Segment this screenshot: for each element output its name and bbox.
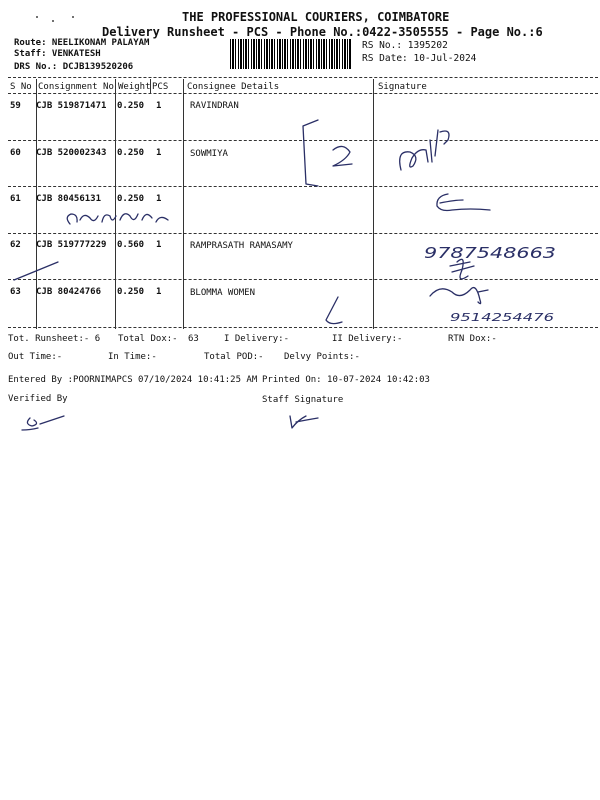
signature-row-63	[430, 288, 488, 304]
signature-row-60	[400, 130, 449, 170]
row-sno: 62	[10, 240, 21, 250]
row-consignee: RAVINDRAN	[190, 101, 239, 111]
out-time: Out Time:-	[8, 352, 63, 362]
total-pod: Total POD:-	[204, 352, 264, 362]
drs-number: DRS No.: DCJB139520206	[14, 62, 134, 72]
staff-signature-label: Staff Signature	[262, 395, 344, 405]
row-consignee: SOWMIYA	[190, 149, 228, 159]
verified-by-label: Verified By	[8, 394, 68, 404]
runsheet-title: Delivery Runsheet - PCS - Phone No.:0422-3505555 - Page No.:6	[102, 25, 543, 39]
phone-row-63: 9514254476	[450, 311, 554, 324]
route-label: Route: NEELIKONAM PALAYAM	[14, 38, 150, 48]
col-header-sno: S No	[10, 82, 32, 92]
row-sno: 63	[10, 287, 21, 297]
company-title: THE PROFESSIONAL COURIERS, COIMBATORE	[182, 10, 450, 24]
row-consignment: CJB 520002343	[36, 148, 107, 158]
i-delivery: I Delivery:-	[224, 334, 290, 344]
ii-delivery: II Delivery:-	[332, 334, 403, 344]
staff-label: Staff: VENKATESH	[14, 49, 101, 59]
rs-number: RS No.: 1395202	[362, 40, 448, 51]
row-pcs: 1	[156, 148, 162, 158]
rs-date: RS Date: 10-Jul-2024	[362, 53, 477, 64]
row-weight: 0.250	[117, 101, 145, 111]
total-dox-value: 63	[188, 334, 199, 344]
phone-row-62: 9787548663	[424, 244, 556, 262]
row-pcs: 1	[156, 194, 162, 204]
staff-signature	[290, 416, 318, 428]
row-consignee: RAMPRASATH RAMASAMY	[190, 241, 293, 251]
signature-row-62	[450, 259, 474, 279]
rtn-dox: RTN Dox:-	[448, 334, 497, 344]
handwritten-two	[333, 146, 352, 166]
in-time: In Time:-	[108, 352, 157, 362]
handwritten-name-row-61	[67, 214, 168, 224]
delvy-points: Delvy Points:-	[284, 352, 360, 362]
row-consignment: CJB 519777229	[36, 240, 107, 250]
row-consignment: CJB 519871471	[36, 101, 107, 111]
col-header-consignee: Consignee Details	[187, 82, 280, 92]
row-sno: 60	[10, 148, 21, 158]
col-header-pcs: PCS	[152, 82, 169, 92]
col-header-signature: Signature	[378, 82, 427, 92]
row-pcs: 1	[156, 240, 162, 250]
row-consignee: BLOMMA WOMEN	[190, 288, 256, 298]
entered-by: Entered By :POORNIMAPCS 07/10/2024 10:41:25 AM	[8, 375, 258, 385]
handwritten-bracket	[303, 120, 318, 186]
row-sno: 59	[10, 101, 21, 111]
row-weight: 0.560	[117, 240, 145, 250]
row-sno: 61	[10, 194, 21, 204]
tick-mark	[14, 262, 58, 280]
row-weight: 0.250	[117, 148, 145, 158]
row-weight: 0.250	[117, 287, 145, 297]
row-consignment: CJB 80456131	[36, 194, 102, 204]
col-header-consignment: Consignment No	[38, 82, 114, 92]
row-pcs: 1	[156, 287, 162, 297]
total-dox-label: Total Dox:-	[118, 334, 178, 344]
verified-signature	[22, 416, 64, 430]
row-pcs: 1	[156, 101, 162, 111]
col-header-weight: Weight	[118, 82, 151, 92]
signature-row-61	[437, 194, 490, 211]
row-weight: 0.250	[117, 194, 145, 204]
printed-on: Printed On: 10-07-2024 10:42:03	[262, 375, 430, 385]
handwritten-mark	[326, 297, 342, 324]
tot-runsheet: Tot. Runsheet:- 6	[8, 334, 101, 344]
row-consignment: CJB 80424766	[36, 287, 102, 297]
